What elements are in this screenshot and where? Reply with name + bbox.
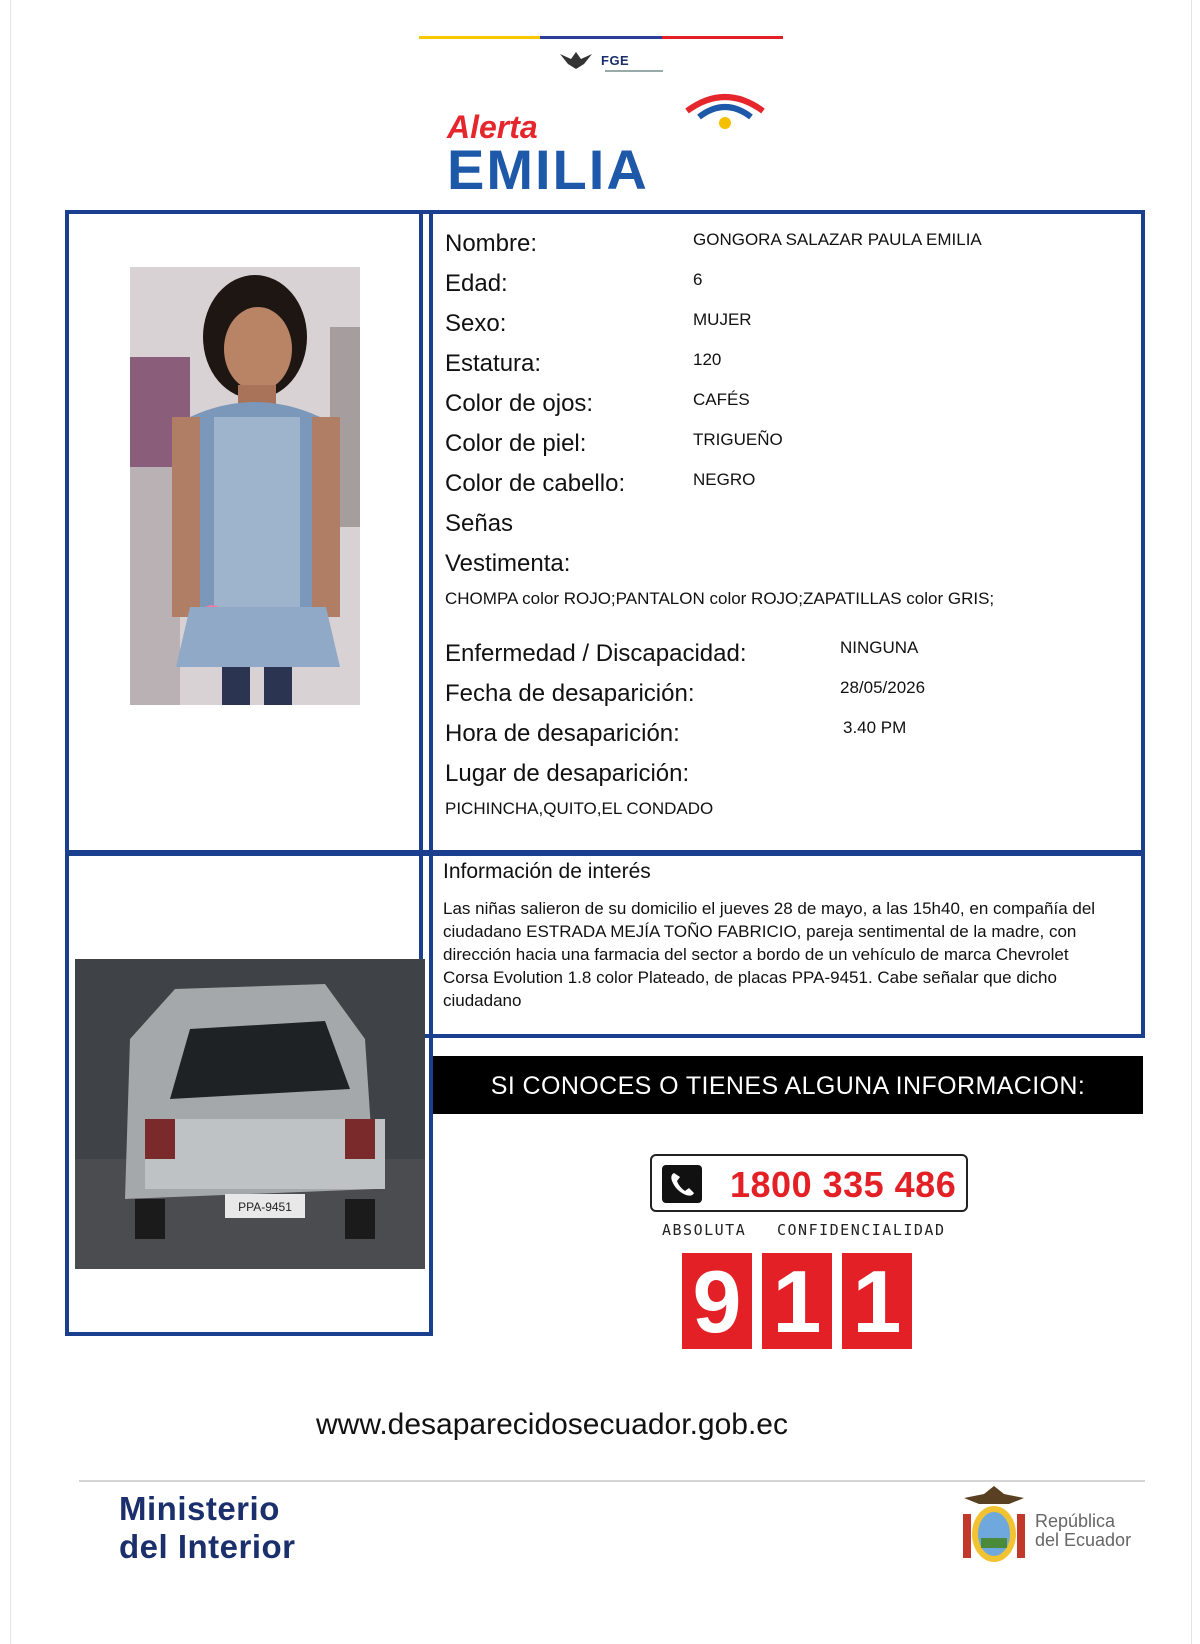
conf-right-text: CONFIDENCIALIDAD (777, 1221, 946, 1239)
field-value: CAFÉS (693, 390, 750, 409)
field-value: 6 (693, 270, 703, 289)
ministry-line2: del Interior (119, 1528, 296, 1565)
field-label: Color de piel: (445, 430, 587, 457)
field-value: GONGORA SALAZAR PAULA EMILIA (693, 230, 982, 249)
disappearance-label: Hora de desaparición: (445, 720, 680, 747)
details-box (419, 210, 1145, 854)
phone-icon (662, 1165, 702, 1203)
field-label: Color de cabello: (445, 470, 626, 497)
coat-of-arms-icon (959, 1484, 1029, 1570)
republic-line1: República (1035, 1511, 1116, 1531)
lugar-value: PICHINCHA,QUITO,EL CONDADO (445, 799, 714, 818)
emergency-digit: 1 (762, 1253, 832, 1349)
signal-waves-icon (683, 89, 767, 129)
conf-left-text: ABSOLUTA (662, 1221, 747, 1239)
disappearance-label: Enfermedad / Discapacidad: (445, 640, 747, 667)
info-title: Información de interés (443, 860, 651, 883)
condor-icon (559, 50, 593, 70)
vestimenta-label: Vestimenta: (445, 550, 571, 577)
car-photo (75, 959, 425, 1269)
field-value: NEGRO (693, 470, 756, 489)
disappearance-value: 3.40 PM (843, 718, 907, 737)
footer-divider (79, 1480, 1145, 1482)
field-label: Nombre: (445, 230, 538, 257)
fge-subtitle-line (605, 70, 663, 72)
fge-logo (559, 50, 629, 70)
emergency-digit: 1 (842, 1253, 912, 1349)
hotline-box[interactable] (650, 1154, 968, 1212)
logo-emilia-text: EMILIA (447, 138, 649, 201)
field-label: Edad: (445, 270, 508, 297)
field-label: Sexo: (445, 310, 507, 337)
ministry-line1: Ministerio (119, 1490, 280, 1527)
senas-label: Señas (445, 510, 514, 537)
disappearance-value: 28/05/2026 (840, 678, 926, 697)
fge-label: FGE (601, 52, 630, 68)
child-photo (130, 267, 360, 705)
emergency-digit: 9 (682, 1253, 752, 1349)
field-value: MUJER (693, 310, 752, 329)
license-plate: PPA-9451 (238, 1200, 292, 1214)
disappearance-value: NINGUNA (840, 638, 919, 657)
logo-alerta-text: Alerta (447, 109, 538, 145)
ministry-logo (119, 1490, 296, 1566)
website-link[interactable]: www.desaparecidosecuador.gob.ec (316, 1408, 788, 1441)
alert-poster (10, 0, 1192, 1644)
alerta-emilia-logo (447, 95, 777, 201)
field-value: TRIGUEÑO (693, 430, 783, 449)
field-value: 120 (693, 350, 722, 369)
republic-logo-text (1035, 1512, 1131, 1550)
hotline-number[interactable]: 1800 335 486 (730, 1164, 957, 1205)
info-text: Las niñas salieron de su domicilio el jueves 28 de mayo, a las 15h40, en compañía del ciudadano ESTRADA MEJÍA TOÑO FABRICIO, pareja sentimental de la madre, con dirección hacia una farmacia del sector a bordo de un vehículo de marca Chevrolet Corsa Evolution 1.8 color Plateado, de placas PPA-9451. Cabe señalar que dicho ciudadano (443, 899, 1096, 1010)
republic-line2: del Ecuador (1035, 1530, 1132, 1550)
vestimenta-value: CHOMPA color ROJO;PANTALON color ROJO;ZAPATILLAS color GRIS; (445, 589, 995, 608)
info-banner: SI CONOCES O TIENES ALGUNA INFORMACION: (433, 1056, 1143, 1114)
lugar-label: Lugar de desaparición: (445, 760, 690, 787)
flag-stripe (419, 36, 783, 39)
disappearance-label: Fecha de desaparición: (445, 680, 695, 707)
field-label: Color de ojos: (445, 390, 594, 417)
field-label: Estatura: (445, 350, 542, 377)
